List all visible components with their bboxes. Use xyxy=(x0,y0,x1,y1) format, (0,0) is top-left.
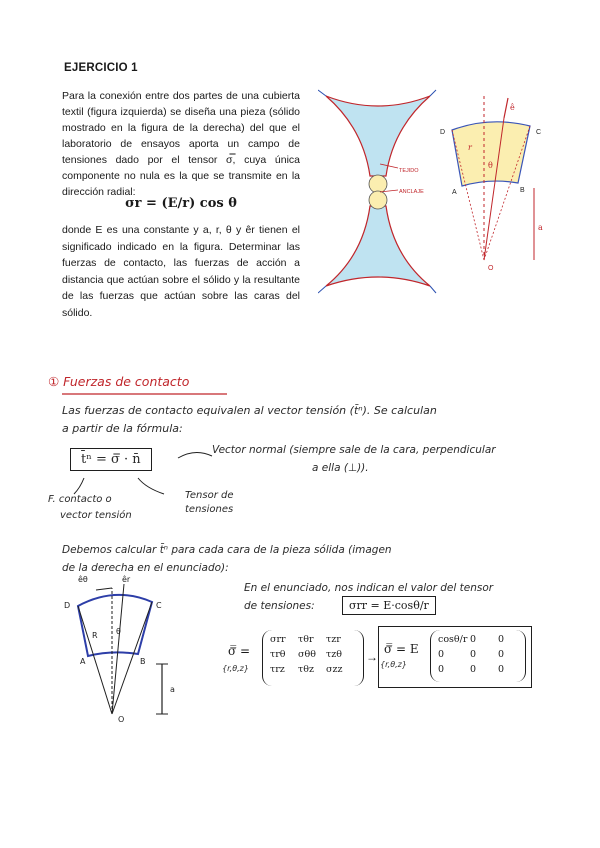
matrix-cell: 0 xyxy=(470,664,477,675)
sketch-outline xyxy=(78,595,152,656)
vector-normal-note-2: a ella (⊥)). xyxy=(312,462,369,474)
general-matrix xyxy=(270,634,354,675)
sketch-label-A: A xyxy=(80,657,86,666)
label-O: O xyxy=(488,265,494,272)
figure-solid-piece xyxy=(438,88,558,288)
matrix-cell: τzθ xyxy=(326,649,342,660)
lower-anchor-piece xyxy=(369,191,387,209)
sketch-label-theta: θ xyxy=(116,627,121,636)
statement-paragraph-1 xyxy=(62,88,300,200)
sigma-specific-label: σ̿ = E xyxy=(384,642,419,656)
heading-underline xyxy=(62,392,227,396)
label-tejido: TEJIDO xyxy=(399,168,419,174)
matrix-cell: σzz xyxy=(326,664,343,675)
matrix-cell: τrz xyxy=(270,664,285,675)
tensor-label: Tensor de xyxy=(185,490,234,501)
upper-anchor-piece xyxy=(369,175,387,193)
matrix-cell: 0 xyxy=(498,649,505,660)
sketch-solid-piece xyxy=(60,574,190,724)
matrix-cell: τθr xyxy=(298,634,314,645)
matrix-cell: σrr xyxy=(270,634,286,645)
matrix-cell: τθz xyxy=(298,664,314,675)
label-C: C xyxy=(536,129,542,136)
specific-matrix xyxy=(438,634,522,675)
vector-tension-label: vector tensión xyxy=(60,510,132,521)
sketch-label-a: a xyxy=(170,685,175,694)
notes-heading: ① Fuerzas de contacto xyxy=(48,374,190,389)
matrix-cell: τzr xyxy=(326,634,341,645)
er-arrow xyxy=(504,98,508,118)
basis-label-1: {r,θ,z} xyxy=(222,664,249,673)
sketch-label-er: êr xyxy=(122,575,131,584)
basis-label-2: {r,θ,z} xyxy=(380,660,407,669)
matrix-cell: τrθ xyxy=(270,649,286,660)
matrix-cell: 0 xyxy=(438,664,445,675)
sketch-label-C: C xyxy=(156,601,162,610)
upper-membrane xyxy=(326,96,430,176)
figure-textile-connection xyxy=(318,88,438,298)
implies-arrow: → xyxy=(366,650,378,664)
notes-line-3: Debemos calcular t̄ⁿ para cada cara de la pieza sólida (imagen xyxy=(62,544,392,556)
sigma-rr-box: σrr = E·cosθ/r xyxy=(342,596,436,615)
label-theta: θ xyxy=(488,161,493,170)
label-A: A xyxy=(452,189,457,196)
sketch-label-eth: êθ xyxy=(78,575,88,584)
statement-text-1: Para la conexión entre dos partes de una cubierta textil (figura izquierda) se diseña una pieza (sólido mostrado en la figura de la derecha) del que el laboratorio de ensayos aporta un campo de tensiones dado por el tensor σ̿, cuya única componente no nula es la que se transmite en la dirección radial: xyxy=(62,90,300,198)
matrix-cell: 0 xyxy=(470,634,477,645)
lower-membrane xyxy=(326,206,430,286)
label-e: ê xyxy=(510,103,515,112)
contact-force-formula-box: t̄ⁿ = σ̿ · n̄ xyxy=(70,448,152,471)
label-r: r xyxy=(468,143,472,152)
matrix-cell: 0 xyxy=(470,649,477,660)
statement-paragraph-2: donde E es una constante y a, r, θ y êr tienen el significado indicado en la figura. Determinar las fuerzas de contacto, las fuerzas de acción a distancia que actúan sobre el sólido y la resultante de las fuerzas que actúan sobre las caras del sólido. xyxy=(62,224,300,319)
notes-line-4: de la derecha en el enunciado): xyxy=(62,562,229,574)
notes-line-1: Las fuerzas de contacto equivalen al vector tensión (t̄ⁿ). Se calculan xyxy=(62,404,437,417)
notes-line-2: a partir de la fórmula: xyxy=(62,422,183,435)
tensiones-label: tensiones xyxy=(185,504,234,515)
matrix-cell: 0 xyxy=(498,664,505,675)
sketch-label-O: O xyxy=(118,715,125,724)
vector-normal-note: Vector normal (siempre sale de la cara, perpendicular xyxy=(212,444,496,456)
sketch-label-R: R xyxy=(92,631,98,640)
label-B: B xyxy=(520,187,525,194)
matrix-cell: σθθ xyxy=(298,649,316,660)
sigma-general-label: σ̿ = xyxy=(228,644,251,658)
label-a: a xyxy=(538,223,543,232)
exercise-title: EJERCICIO 1 xyxy=(64,62,138,74)
enunciado-line-1: En el enunciado, nos indican el valor del tensor xyxy=(244,582,494,594)
matrix-cell: 0 xyxy=(498,634,505,645)
label-D: D xyxy=(440,129,446,136)
statement-formula: σr = (E/r) cos θ xyxy=(125,196,237,211)
sketch-label-D: D xyxy=(64,601,71,610)
sketch-label-B: B xyxy=(140,657,146,666)
enunciado-line-2: de tensiones: xyxy=(244,600,315,612)
matrix-cell: 0 xyxy=(438,649,445,660)
matrix-cell: cosθ/r xyxy=(438,634,468,645)
label-anclaje: ANCLAJE xyxy=(399,189,424,195)
f-contacto-label: F. contacto o xyxy=(48,494,112,505)
piece-shape xyxy=(452,122,530,186)
